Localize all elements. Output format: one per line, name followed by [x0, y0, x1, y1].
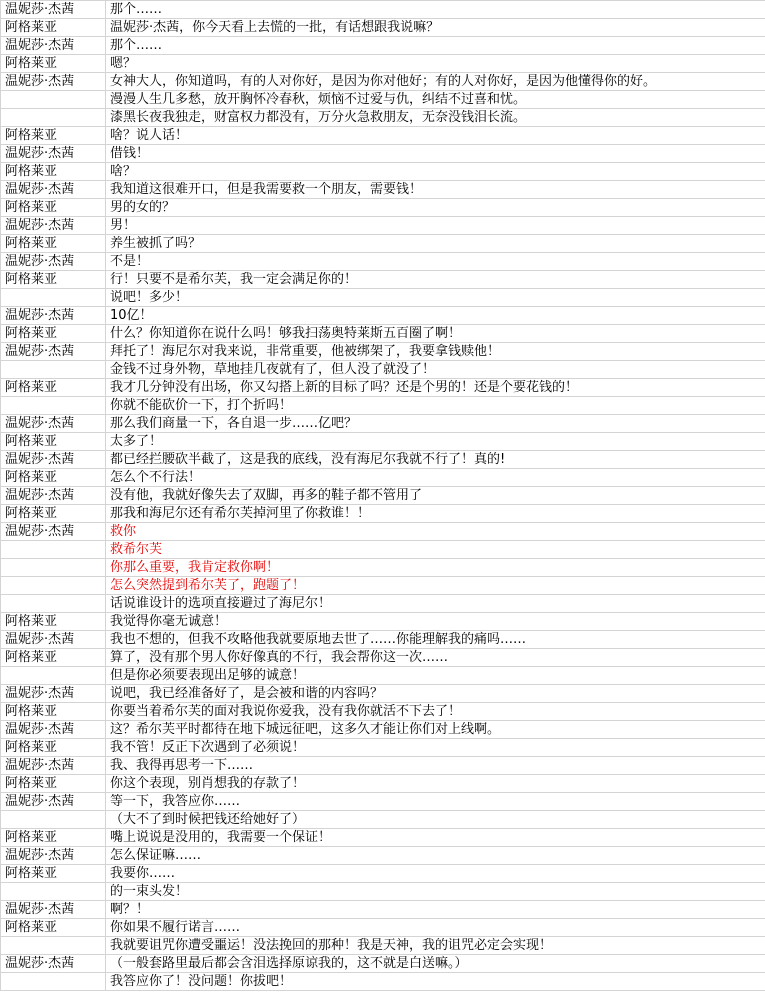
speaker-cell[interactable]	[1, 361, 106, 379]
speaker-cell[interactable]: 阿格莱亚	[1, 163, 106, 181]
dialogue-line-cell[interactable]: 我觉得你毫无诚意！	[106, 613, 765, 631]
dialogue-row	[1, 703, 765, 721]
dialogue-row	[1, 271, 765, 289]
speaker-cell[interactable]: 温妮莎·杰茜	[1, 343, 106, 361]
speaker-cell[interactable]: 温妮莎·杰茜	[1, 487, 106, 505]
dialogue-line-cell[interactable]: 我答应你了！没问题！你拔吧！	[106, 973, 765, 991]
speaker-cell[interactable]: 温妮莎·杰茜	[1, 253, 106, 271]
speaker-cell[interactable]: 阿格莱亚	[1, 649, 106, 667]
dialogue-line-cell[interactable]: 太多了！	[106, 433, 765, 451]
dialogue-line-cell[interactable]: 救你	[106, 523, 765, 541]
dialogue-line-cell[interactable]: 我也不想的，但我不攻略他我就要原地去世了……你能理解我的痛吗……	[106, 631, 765, 649]
speaker-cell[interactable]: 温妮莎·杰茜	[1, 955, 106, 973]
dialogue-line-cell[interactable]: 金钱不过身外物，草地挂几夜就有了，但人没了就没了！	[106, 361, 765, 379]
dialogue-row	[1, 685, 765, 703]
dialogue-row	[1, 217, 765, 235]
speaker-cell[interactable]: 阿格莱亚	[1, 775, 106, 793]
dialogue-row	[1, 469, 765, 487]
dialogue-line-cell[interactable]: 啥？	[106, 163, 765, 181]
dialogue-row	[1, 631, 765, 649]
speaker-cell[interactable]: 阿格莱亚	[1, 703, 106, 721]
speaker-cell[interactable]: 阿格莱亚	[1, 325, 106, 343]
dialogue-row	[1, 109, 765, 127]
dialogue-row	[1, 847, 765, 865]
dialogue-line-cell[interactable]: 救希尔芙	[106, 541, 765, 559]
dialogue-line-cell[interactable]: （大不了到时候把钱还给她好了）	[106, 811, 765, 829]
dialogue-row	[1, 325, 765, 343]
speaker-cell[interactable]: 阿格莱亚	[1, 469, 106, 487]
speaker-cell[interactable]: 阿格莱亚	[1, 739, 106, 757]
dialogue-row	[1, 559, 765, 577]
speaker-cell[interactable]	[1, 91, 106, 109]
dialogue-row	[1, 397, 765, 415]
speaker-cell[interactable]	[1, 397, 106, 415]
dialogue-line-cell[interactable]: 10亿！	[106, 307, 765, 325]
dialogue-line-cell[interactable]: 拜托了！海尼尔对我来说，非常重要，他被绑架了，我要拿钱赎他！	[106, 343, 765, 361]
speaker-cell[interactable]	[1, 667, 106, 685]
dialogue-line-cell[interactable]: 我不管！反正下次遇到了必须说！	[106, 739, 765, 757]
dialogue-line-cell[interactable]: 那个……	[106, 1, 765, 19]
speaker-cell[interactable]: 温妮莎·杰茜	[1, 757, 106, 775]
dialogue-row	[1, 613, 765, 631]
dialogue-rows	[1, 1, 765, 991]
dialogue-line-cell[interactable]: 男！	[106, 217, 765, 235]
speaker-cell[interactable]: 阿格莱亚	[1, 127, 106, 145]
speaker-cell[interactable]: 阿格莱亚	[1, 505, 106, 523]
dialogue-line-cell[interactable]: 男的女的？	[106, 199, 765, 217]
dialogue-row	[1, 721, 765, 739]
speaker-cell[interactable]: 温妮莎·杰茜	[1, 217, 106, 235]
dialogue-line-cell[interactable]: 我要你……	[106, 865, 765, 883]
dialogue-line-cell[interactable]: 都已经拦腰砍半截了，这是我的底线，没有海尼尔我就不行了！真的!	[106, 451, 765, 469]
dialogue-line-cell[interactable]: 嘴上说说是没用的，我需要一个保证！	[106, 829, 765, 847]
dialogue-row	[1, 811, 765, 829]
dialogue-row	[1, 73, 765, 91]
dialogue-line-cell[interactable]: 你那么重要，我肯定救你啊！	[106, 559, 765, 577]
dialogue-row	[1, 883, 765, 901]
dialogue-line-cell[interactable]: 养生被抓了吗？	[106, 235, 765, 253]
dialogue-row	[1, 541, 765, 559]
speaker-cell[interactable]	[1, 559, 106, 577]
speaker-cell[interactable]	[1, 883, 106, 901]
speaker-cell[interactable]	[1, 595, 106, 613]
dialogue-row	[1, 253, 765, 271]
speaker-cell[interactable]	[1, 109, 106, 127]
dialogue-line-cell[interactable]: 那么我们商量一下，各自退一步……亿吧？	[106, 415, 765, 433]
dialogue-line-cell[interactable]: 温妮莎·杰茜，你今天看上去慌的一批，有话想跟我说嘛？	[106, 19, 765, 37]
dialogue-row	[1, 307, 765, 325]
dialogue-row	[1, 757, 765, 775]
dialogue-row	[1, 19, 765, 37]
speaker-cell[interactable]: 阿格莱亚	[1, 613, 106, 631]
dialogue-line-cell[interactable]: 借钱！	[106, 145, 765, 163]
speaker-cell[interactable]: 温妮莎·杰茜	[1, 307, 106, 325]
dialogue-line-cell[interactable]: 没有他，我就好像失去了双脚，再多的鞋子都不管用了	[106, 487, 765, 505]
dialogue-row	[1, 937, 765, 955]
dialogue-line-cell[interactable]: 你就不能砍价一下，打个折吗！	[106, 397, 765, 415]
dialogue-line-cell[interactable]: 漫漫人生几多愁，放开胸怀冷春秋，烦恼不过爱与仇，纠结不过喜和忧。	[106, 91, 765, 109]
speaker-cell[interactable]: 温妮莎·杰茜	[1, 415, 106, 433]
speaker-cell[interactable]: 阿格莱亚	[1, 829, 106, 847]
dialogue-row	[1, 37, 765, 55]
dialogue-line-cell[interactable]: 那我和海尼尔还有希尔芙掉河里了你救谁！！	[106, 505, 765, 523]
speaker-cell[interactable]: 阿格莱亚	[1, 235, 106, 253]
dialogue-line-cell[interactable]: 嗯？	[106, 55, 765, 73]
dialogue-line-cell[interactable]: 怎么突然提到希尔芙了，跑题了！	[106, 577, 765, 595]
dialogue-line-cell[interactable]: 算了，没有那个男人你好像真的不行，我会帮你这一次……	[106, 649, 765, 667]
dialogue-line-cell[interactable]: （一般套路里最后都会含泪选择原谅我的，这不就是白送嘛。）	[106, 955, 765, 973]
dialogue-line-cell[interactable]: 你如果不履行诺言……	[106, 919, 765, 937]
dialogue-line-cell[interactable]: 啊？！	[106, 901, 765, 919]
dialogue-row	[1, 1, 765, 19]
dialogue-row	[1, 181, 765, 199]
dialogue-line-cell[interactable]: 我、我得再思考一下……	[106, 757, 765, 775]
dialogue-row	[1, 433, 765, 451]
dialogue-row	[1, 667, 765, 685]
dialogue-row	[1, 289, 765, 307]
speaker-cell[interactable]	[1, 289, 106, 307]
dialogue-row	[1, 91, 765, 109]
dialogue-line-cell[interactable]: 你这个表现，别肖想我的存款了！	[106, 775, 765, 793]
speaker-cell[interactable]: 阿格莱亚	[1, 919, 106, 937]
dialogue-row	[1, 829, 765, 847]
dialogue-row	[1, 901, 765, 919]
dialogue-row	[1, 955, 765, 973]
speaker-cell[interactable]: 温妮莎·杰茜	[1, 793, 106, 811]
speaker-cell[interactable]: 温妮莎·杰茜	[1, 685, 106, 703]
speaker-cell[interactable]: 温妮莎·杰茜	[1, 631, 106, 649]
dialogue-row	[1, 577, 765, 595]
dialogue-row	[1, 415, 765, 433]
speaker-cell[interactable]: 阿格莱亚	[1, 19, 106, 37]
speaker-cell[interactable]: 温妮莎·杰茜	[1, 847, 106, 865]
dialogue-line-cell[interactable]: 啥？说人话！	[106, 127, 765, 145]
dialogue-row	[1, 127, 765, 145]
speaker-cell[interactable]: 阿格莱亚	[1, 379, 106, 397]
speaker-cell[interactable]	[1, 811, 106, 829]
dialogue-line-cell[interactable]: 说吧，我已经准备好了，是会被和谐的内容吗？	[106, 685, 765, 703]
dialogue-line-cell[interactable]: 说吧！多少！	[106, 289, 765, 307]
dialogue-line-cell[interactable]: 行！只要不是希尔芙，我一定会满足你的！	[106, 271, 765, 289]
speaker-cell[interactable]: 阿格莱亚	[1, 865, 106, 883]
dialogue-line-cell[interactable]: 你要当着希尔芙的面对我说你爱我，没有我你就活不下去了！	[106, 703, 765, 721]
dialogue-row	[1, 361, 765, 379]
dialogue-row	[1, 199, 765, 217]
dialogue-line-cell[interactable]: 怎么保证嘛……	[106, 847, 765, 865]
dialogue-row	[1, 595, 765, 613]
dialogue-line-cell[interactable]: 那个……	[106, 37, 765, 55]
speaker-cell[interactable]	[1, 541, 106, 559]
dialogue-line-cell[interactable]: 怎么个不行法！	[106, 469, 765, 487]
dialogue-row	[1, 919, 765, 937]
speaker-cell[interactable]	[1, 937, 106, 955]
dialogue-row	[1, 523, 765, 541]
speaker-cell[interactable]	[1, 577, 106, 595]
dialogue-line-cell[interactable]: 这？希尔芙平时都待在地下城远征吧，这多久才能让你们对上线啊。	[106, 721, 765, 739]
dialogue-row	[1, 865, 765, 883]
dialogue-line-cell[interactable]: 等一下，我答应你……	[106, 793, 765, 811]
speaker-cell[interactable]: 温妮莎·杰茜	[1, 1, 106, 19]
dialogue-line-cell[interactable]: 我就要诅咒你遭受噩运！没法挽回的那种！我是天神，我的诅咒必定会实现！	[106, 937, 765, 955]
dialogue-row	[1, 145, 765, 163]
speaker-cell[interactable]: 温妮莎·杰茜	[1, 721, 106, 739]
dialogue-row	[1, 793, 765, 811]
dialogue-row	[1, 973, 765, 991]
dialogue-row	[1, 487, 765, 505]
dialogue-line-cell[interactable]: 我知道这很难开口，但是我需要救一个朋友，需要钱！	[106, 181, 765, 199]
speaker-cell[interactable]: 阿格莱亚	[1, 433, 106, 451]
dialogue-row	[1, 379, 765, 397]
dialogue-row	[1, 343, 765, 361]
speaker-cell[interactable]: 温妮莎·杰茜	[1, 145, 106, 163]
dialogue-line-cell[interactable]: 女神大人，你知道吗，有的人对你好，是因为你对他好；有的人对你好，是因为他懂得你的好。	[106, 73, 765, 91]
speaker-cell[interactable]: 温妮莎·杰茜	[1, 523, 106, 541]
dialogue-row	[1, 739, 765, 757]
speaker-cell[interactable]	[1, 973, 106, 991]
dialogue-line-cell[interactable]: 但是你必须要表现出足够的诚意！	[106, 667, 765, 685]
dialogue-row	[1, 235, 765, 253]
dialogue-line-cell[interactable]: 漆黑长夜我独走，财富权力都没有，万分火急救朋友，无奈没钱泪长流。	[106, 109, 765, 127]
speaker-cell[interactable]: 温妮莎·杰茜	[1, 901, 106, 919]
speaker-cell[interactable]: 温妮莎·杰茜	[1, 451, 106, 469]
speaker-cell[interactable]: 阿格莱亚	[1, 199, 106, 217]
speaker-cell[interactable]: 阿格莱亚	[1, 55, 106, 73]
speaker-cell[interactable]: 温妮莎·杰茜	[1, 37, 106, 55]
dialogue-row	[1, 505, 765, 523]
dialogue-line-cell[interactable]: 话说谁设计的选项直接避过了海尼尔！	[106, 595, 765, 613]
dialogue-row	[1, 55, 765, 73]
dialogue-line-cell[interactable]: 我才几分钟没有出场，你又勾搭上新的目标了吗？还是个男的！还是个要花钱的！	[106, 379, 765, 397]
dialogue-row	[1, 649, 765, 667]
dialogue-line-cell[interactable]: 不是！	[106, 253, 765, 271]
speaker-cell[interactable]: 温妮莎·杰茜	[1, 181, 106, 199]
dialogue-row	[1, 451, 765, 469]
speaker-cell[interactable]: 温妮莎·杰茜	[1, 73, 106, 91]
dialogue-line-cell[interactable]: 的一束头发！	[106, 883, 765, 901]
dialogue-row	[1, 163, 765, 181]
dialogue-row	[1, 775, 765, 793]
dialogue-line-cell[interactable]: 什么？你知道你在说什么吗！够我扫荡奥特莱斯五百圈了啊！	[106, 325, 765, 343]
speaker-cell[interactable]: 阿格莱亚	[1, 271, 106, 289]
